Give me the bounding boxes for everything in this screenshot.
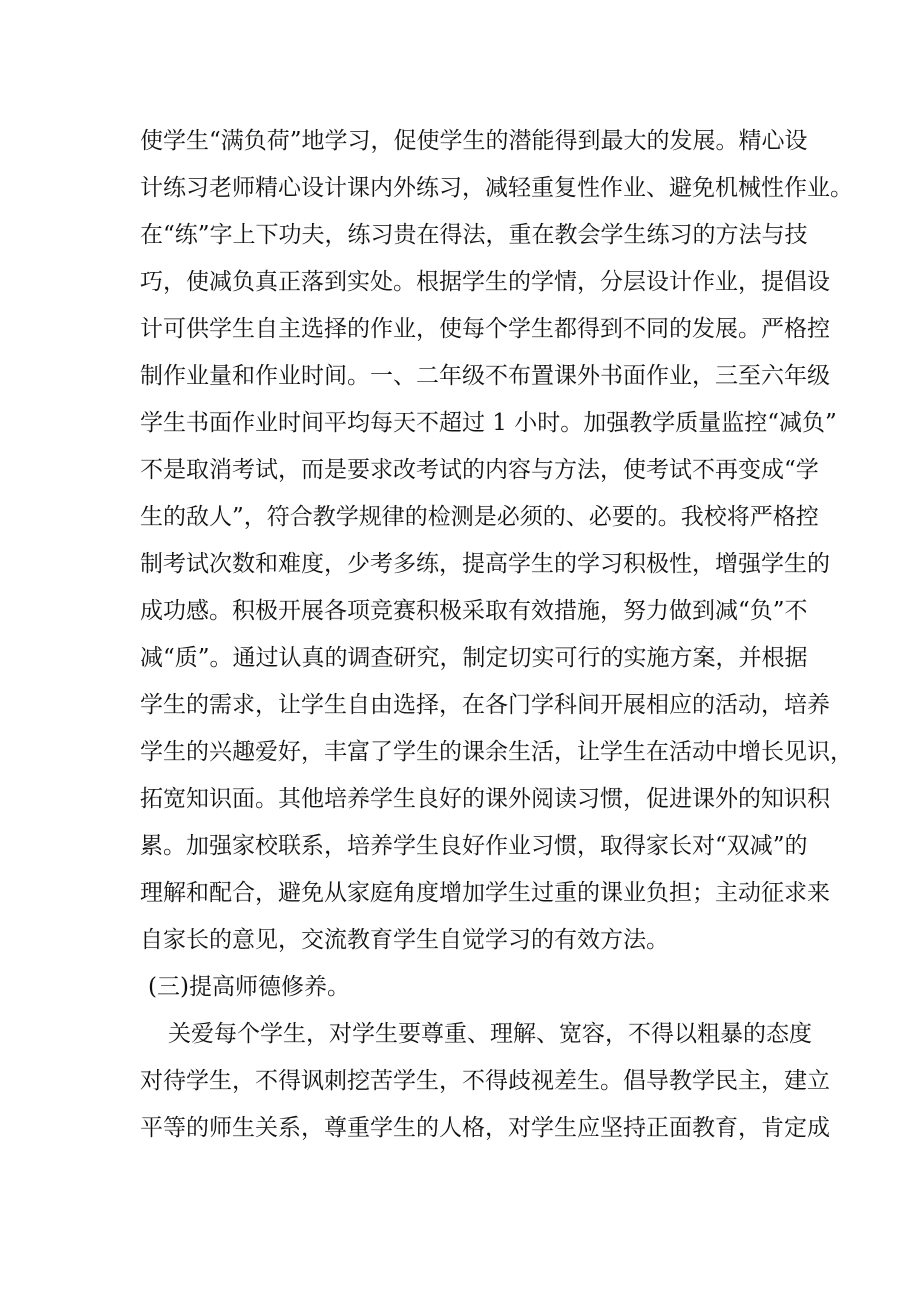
paragraph-line: 关爱每个学生，对学生要尊重、理解、宽容，不得以粗暴的态度 — [168, 1021, 812, 1047]
paragraph-line: 成功感。积极开展各项竞赛积极采取有效措施，努力做到减“负”不 — [140, 598, 808, 624]
paragraph-line: 在“练”字上下功夫，练习贵在得法，重在教会学生练习的方法与技 — [140, 222, 808, 248]
paragraph-line: 制作业量和作业时间。一、二年级不布置课外书面作业，三至六年级 — [140, 363, 830, 389]
paragraph-line: 对待学生，不得讽刺挖苦学生，不得歧视差生。倡导教学民主，建立 — [140, 1068, 830, 1094]
paragraph-line: 计可供学生自主选择的作业，使每个学生都得到不同的发展。严格控 — [140, 316, 830, 342]
paragraph-line: 制考试次数和难度，少考多练，提高学生的学习积极性，增强学生的 — [140, 551, 830, 577]
paragraph-line: 累。加强家校联系，培养学生良好作业习惯，取得家长对“双减”的 — [140, 833, 808, 859]
paragraph-line: 拓宽知识面。其他培养学生良好的课外阅读习惯，促进课外的知识积 — [140, 786, 830, 812]
paragraph-line: 学生的兴趣爱好，丰富了学生的课余生活，让学生在活动中增长见识， — [140, 739, 853, 765]
document-body — [140, 118, 853, 1152]
paragraph-line: 学生书面作业时间平均每天不超过 1 小时。加强教学质量监控“减负” — [140, 410, 837, 436]
paragraph-line: 计练习老师精心设计课内外练习，减轻重复性作业、避免机械性作业。 — [140, 175, 853, 201]
paragraph-line: 学生的需求，让学生自由选择，在各门学科间开展相应的活动，培养 — [140, 692, 830, 718]
paragraph — [140, 1011, 830, 1152]
paragraph-line: 生的敌人”，符合教学规律的检测是必须的、必要的。我校将严格控 — [140, 504, 819, 530]
paragraph-line: 理解和配合，避免从家庭角度增加学生过重的课业负担；主动征求来 — [140, 880, 830, 906]
paragraph-line: 减“质”。通过认真的调查研究，制定切实可行的实施方案，并根据 — [140, 645, 808, 671]
paragraph — [140, 118, 853, 964]
section-heading: (三)提高师德修养。 — [148, 974, 350, 1000]
paragraph-line: 平等的师生关系，尊重学生的人格，对学生应坚持正面教育，肯定成 — [140, 1115, 830, 1141]
paragraph-line: 使学生“满负荷”地学习，促使学生的潜能得到最大的发展。精心设 — [140, 128, 808, 154]
paragraph-line: 不是取消考试，而是要求改考试的内容与方法，使考试不再变成“学 — [140, 457, 819, 483]
paragraph-line: 自家长的意见，交流教育学生自觉学习的有效方法。 — [140, 927, 669, 953]
paragraph-line: 巧，使减负真正落到实处。根据学生的学情，分层设计作业，提倡设 — [140, 269, 830, 295]
